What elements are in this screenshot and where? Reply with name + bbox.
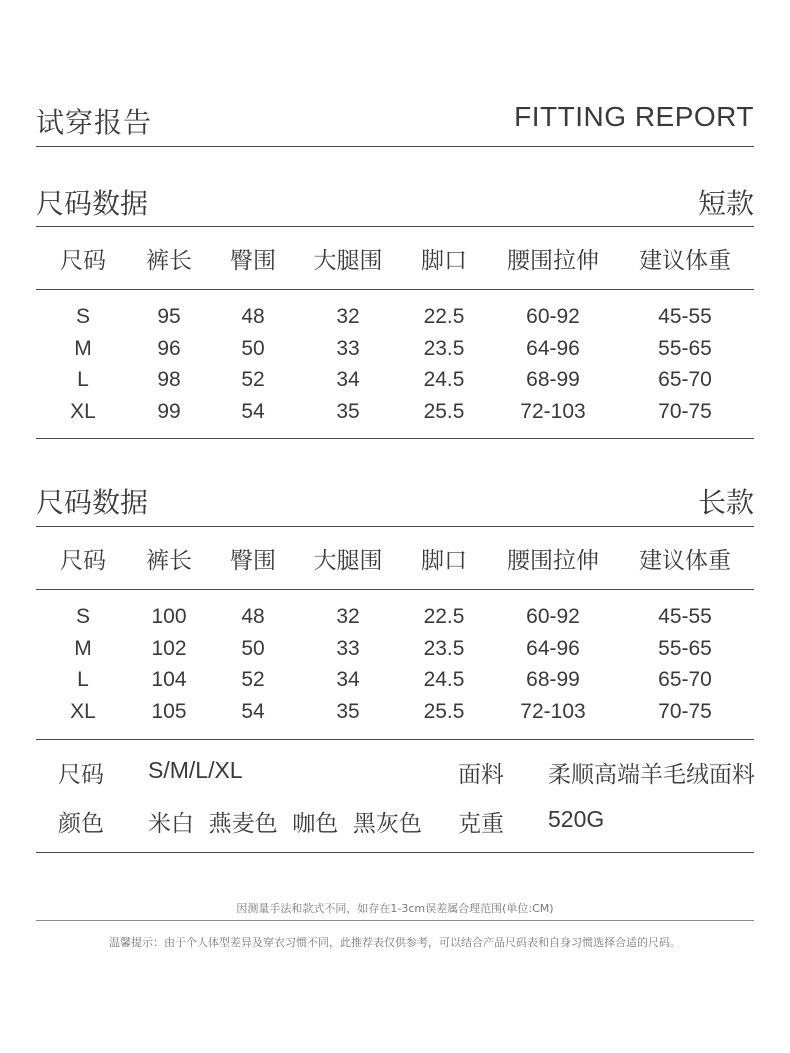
weight-label: 克重	[458, 811, 504, 837]
long-col-header-hip: 臀围	[230, 548, 276, 574]
table-cell-waist-stretch: 72-103	[520, 399, 586, 423]
short-col-header-waist-stretch: 腰围拉伸	[507, 248, 599, 274]
table-cell-thigh: 32	[336, 305, 360, 328]
table-cell-weight: 65-70	[658, 668, 712, 691]
table-cell-hem: 22.5	[423, 305, 465, 328]
short-table-bottom-divider	[36, 438, 754, 439]
short-variant-label: 短款	[697, 187, 754, 220]
short-col-header-weight: 建议体重	[639, 248, 731, 274]
table-cell-hem: 22.5	[423, 605, 465, 628]
table-cell-hip: 54	[241, 699, 265, 723]
table-cell-length: 96	[157, 336, 181, 360]
table-cell-weight: 70-75	[658, 399, 712, 423]
table-cell-size: M	[74, 636, 92, 660]
fabric-label: 面料	[458, 762, 504, 788]
table-cell-hem: 24.5	[423, 368, 465, 391]
short-col-header-length: 裤长	[146, 248, 192, 274]
table-cell-thigh: 34	[336, 668, 360, 691]
long-col-header-size: 尺码	[60, 548, 106, 574]
table-cell-hem: 23.5	[423, 336, 465, 360]
table-cell-waist-stretch: 72-103	[520, 699, 586, 723]
table-cell-size: S	[75, 305, 91, 328]
size-value: S/M/L/XL	[148, 757, 243, 783]
table-cell-thigh: 33	[336, 636, 360, 660]
table-cell-waist-stretch: 64-96	[526, 336, 580, 360]
long-col-header-waist-stretch: 腰围拉伸	[507, 548, 599, 574]
table-cell-size: M	[74, 336, 92, 360]
long-col-header-thigh: 大腿围	[313, 548, 383, 574]
table-cell-length: 102	[151, 636, 187, 660]
table-cell-waist-stretch: 64-96	[526, 636, 580, 660]
table-cell-size: XL	[70, 399, 96, 423]
table-cell-thigh: 33	[336, 336, 360, 360]
table-cell-weight: 45-55	[658, 605, 712, 628]
table-cell-weight: 45-55	[658, 305, 712, 328]
fabric-value: 柔顺高端羊毛绒面料	[548, 762, 755, 788]
color-label: 颜色	[58, 811, 104, 837]
measurement-note: 因测量手法和款式不同，如存在1-3cm误差属合理范围(单位:CM)	[236, 902, 554, 915]
long-table-bottom-divider	[36, 739, 754, 740]
weight-value: 520G	[548, 806, 605, 832]
table-cell-hip: 52	[241, 368, 265, 391]
long-variant-label: 长款	[697, 486, 754, 519]
short-col-header-hip: 臀围	[230, 248, 276, 274]
short-col-header-thigh: 大腿围	[313, 248, 383, 274]
long-header-divider	[36, 589, 754, 590]
table-cell-length: 98	[157, 368, 181, 391]
long-col-header-length: 裤长	[146, 548, 192, 574]
table-cell-size: S	[75, 605, 91, 628]
table-cell-size: XL	[70, 699, 96, 723]
table-cell-hem: 24.5	[423, 668, 465, 691]
table-cell-hem: 23.5	[423, 636, 465, 660]
table-cell-weight: 55-65	[658, 336, 712, 360]
table-cell-length: 99	[157, 399, 181, 423]
short-col-header-size: 尺码	[60, 248, 106, 274]
table-cell-hip: 48	[241, 605, 265, 628]
table-cell-length: 95	[157, 305, 181, 328]
tip-note: 温馨提示：由于个人体型差异及穿衣习惯不同，此推荐表仅供参考，可以结合产品尺码表和自身习惯选择合适的尺码。	[109, 936, 681, 949]
table-cell-weight: 55-65	[658, 636, 712, 660]
header-divider	[36, 146, 754, 147]
table-cell-hip: 54	[241, 399, 265, 423]
size-label: 尺码	[58, 762, 104, 788]
table-cell-waist-stretch: 60-92	[526, 305, 580, 328]
report-title-cn: 试穿报告	[36, 106, 153, 139]
long-col-header-hem: 脚口	[421, 548, 467, 574]
table-cell-hip: 48	[241, 305, 265, 328]
table-cell-hip: 52	[241, 668, 265, 691]
table-cell-weight: 65-70	[658, 368, 712, 391]
table-cell-length: 105	[151, 699, 187, 723]
long-col-header-weight: 建议体重	[639, 548, 731, 574]
table-cell-size: L	[77, 368, 89, 391]
table-cell-thigh: 32	[336, 605, 360, 628]
table-cell-thigh: 35	[336, 399, 360, 423]
table-cell-hip: 50	[241, 636, 265, 660]
short-title-divider	[36, 226, 754, 227]
table-cell-waist-stretch: 68-99	[526, 668, 580, 691]
short-section-title: 尺码数据	[36, 187, 149, 220]
table-cell-hip: 50	[241, 336, 265, 360]
notes-divider	[36, 920, 754, 921]
long-title-divider	[36, 526, 754, 527]
long-section-title: 尺码数据	[36, 486, 149, 519]
table-cell-waist-stretch: 60-92	[526, 605, 580, 628]
table-cell-weight: 70-75	[658, 699, 712, 723]
info-divider	[36, 852, 754, 853]
table-cell-hem: 25.5	[423, 399, 465, 423]
table-cell-waist-stretch: 68-99	[526, 368, 580, 391]
short-header-divider	[36, 289, 754, 290]
color-value: 米白 燕麦色 咖色 黑灰色	[148, 811, 422, 837]
table-cell-hem: 25.5	[423, 699, 465, 723]
report-title-en: FITTING REPORT	[514, 101, 754, 132]
short-col-header-hem: 脚口	[421, 248, 467, 274]
table-cell-thigh: 34	[336, 368, 360, 391]
table-cell-size: L	[77, 668, 89, 691]
table-cell-length: 104	[151, 668, 187, 691]
table-cell-length: 100	[151, 605, 187, 628]
table-cell-thigh: 35	[336, 699, 360, 723]
